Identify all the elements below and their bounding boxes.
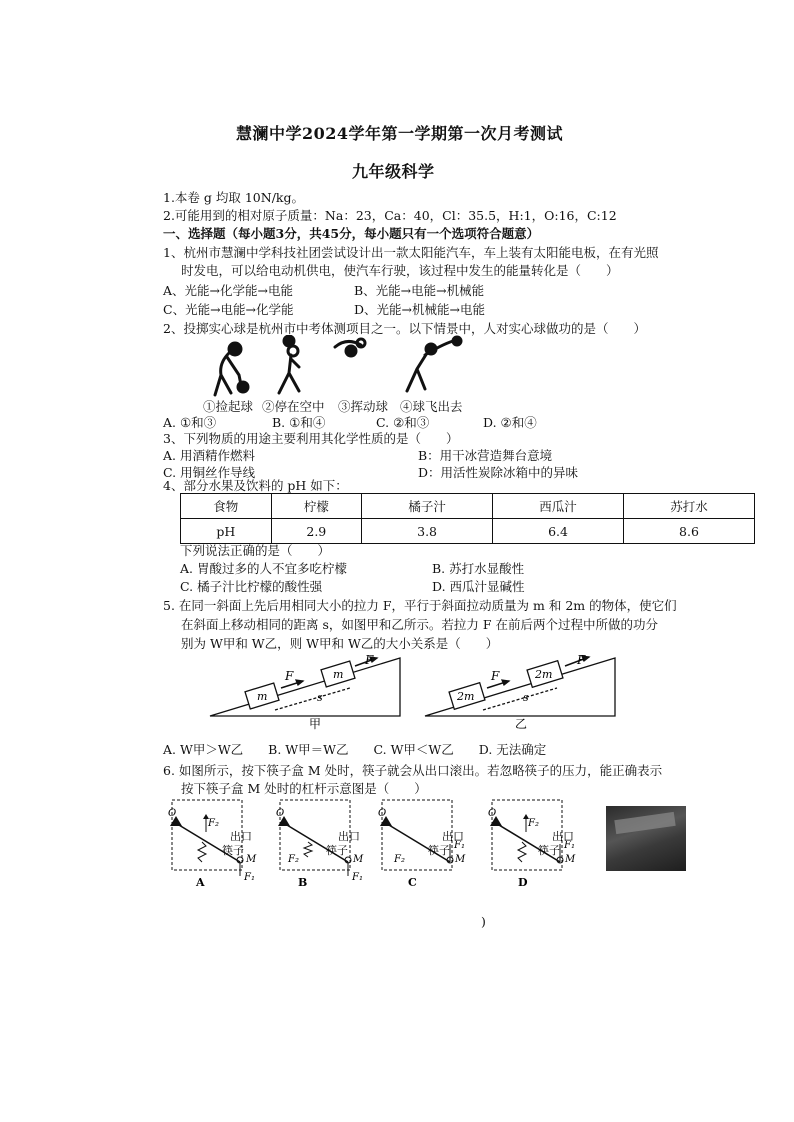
incline-left-force2: F	[365, 653, 374, 667]
lever-d-f2: F₂	[528, 818, 539, 829]
q1-option-d: D、光能→机械能→电能	[354, 302, 485, 317]
q5-incline-diagrams	[205, 652, 625, 732]
lever-c-f2: F₂	[394, 854, 405, 865]
incline-right-dist: s	[523, 691, 529, 704]
table-row	[181, 519, 755, 544]
lever-b-m: M	[353, 854, 364, 865]
q1-stem-line2: 时发电，可以给电动机供电，使汽车行驶，该过程中发生的能量转化是（ ）	[181, 263, 619, 278]
section-heading: 一、选择题（每小题3分，共45分，每小题只有一个选项符合题意）	[163, 226, 540, 241]
lever-c-label: C	[408, 876, 417, 889]
incline-left-caption: 甲	[309, 717, 322, 731]
q1-stem-line1: 1、杭州市慧澜中学科技社团尝试设计出一款太阳能汽车，车上装有太阳能电板，在有光照	[163, 245, 659, 260]
lever-d-f1: F₁	[564, 840, 575, 851]
incline-right-force2: F	[577, 653, 586, 667]
q1-option-a: A、光能→化学能→电能	[163, 283, 293, 298]
figure-swing	[335, 339, 365, 356]
table-cell: 8.6	[624, 519, 755, 544]
table-cell: 3.8	[362, 519, 493, 544]
q2-option-c: C. ②和③	[376, 415, 430, 430]
lever-b-chop: 筷子	[326, 844, 348, 857]
lever-a-label: A	[196, 876, 205, 889]
q1-option-c: C、光能→电能→化学能	[163, 302, 294, 317]
table-cell: 6.4	[493, 519, 624, 544]
q1-option-b: B、光能→电能→机械能	[354, 283, 485, 298]
incline-left-dist: s	[317, 691, 323, 704]
lever-d-chop: 筷子	[538, 844, 560, 857]
q4-option-d: D. 西瓜汁显碱性	[432, 579, 525, 594]
q4-prompt: 下列说法正确的是（ ）	[180, 543, 331, 558]
lever-b-exit: 出口	[338, 830, 360, 843]
table-cell: pH	[181, 519, 272, 544]
q3-option-c: C. 用铜丝作导线	[163, 465, 256, 480]
figure-hold	[279, 336, 299, 393]
table-cell: 西瓜汁	[493, 494, 624, 519]
q6-lever-diagrams	[160, 796, 610, 892]
q2-caption-3: ③挥动球	[338, 399, 389, 414]
ph-table	[180, 493, 755, 544]
lever-d-label: D	[518, 876, 528, 889]
q2-option-a: A. ①和③	[163, 415, 217, 430]
q3-option-a: A. 用酒精作燃料	[163, 448, 255, 463]
q2-stem: 2、投掷实心球是杭州市中考体测项目之一。以下情景中，人对实心球做功的是（ ）	[163, 321, 646, 336]
lever-a-m: M	[246, 854, 257, 865]
lever-a-f1: F₁	[244, 872, 255, 883]
q5-stem-line2: 在斜面上移动相同的距离 s，如图甲和乙所示。若拉力 F 在前后两个过程中所做的功分	[181, 617, 659, 632]
incline-left-mass1: m	[257, 690, 268, 703]
q6-stem-line1: 6. 如图所示，按下筷子盒 M 处时，筷子就会从出口滚出。若忽略筷子的压力，能正确表示	[163, 763, 663, 778]
lever-b-f2: F₂	[288, 854, 299, 865]
lever-d-o: O	[488, 808, 497, 819]
lever-a-o: O	[168, 808, 177, 819]
lever-a-f2: F₂	[208, 818, 219, 829]
q2-caption-2: ②停在空中	[262, 399, 325, 414]
q2-caption-4: ④球飞出去	[400, 399, 463, 414]
lever-a-exit: 出口	[230, 830, 252, 843]
table-cell: 2.9	[271, 519, 362, 544]
q2-option-b: B. ①和④	[272, 415, 326, 430]
figure-pickup	[215, 343, 248, 395]
q5-stem-line1: 5. 在同一斜面上先后用相同大小的拉力 F，平行于斜面拉动质量为 m 和 2m 的物体，使它们	[163, 598, 677, 613]
footer-mark: )	[481, 914, 486, 929]
lever-b-label: B	[298, 876, 308, 889]
incline-right-caption: 乙	[515, 717, 528, 731]
q3-option-d: D：用活性炭除冰箱中的异味	[418, 465, 579, 480]
q2-throw-figures	[205, 335, 475, 400]
q3-stem: 3、下列物质的用途主要利用其化学性质的是（ ）	[163, 431, 459, 446]
incline-right-force1: F	[491, 669, 500, 683]
incline-right-mass2: 2m	[535, 668, 553, 681]
lever-c-chop: 筷子	[428, 844, 450, 857]
lever-c-o: O	[378, 808, 387, 819]
page-title: 慧澜中学2024学年第一学期第一次月考测试	[236, 124, 564, 143]
q6-stem-line2: 按下筷子盒 M 处时的杠杆示意图是（ ）	[181, 781, 427, 796]
incline-right-mass1: 2m	[457, 690, 475, 703]
note-1: 1.本卷 g 均取 10N/kg。	[163, 190, 304, 205]
table-cell: 橘子汁	[362, 494, 493, 519]
lever-c-exit: 出口	[442, 830, 464, 843]
q2-option-d: D. ②和④	[483, 415, 537, 430]
note-2: 2.可能用到的相对原子质量：Na：23，Ca：40，Cl：35.5，H:1，O:16，C:12	[163, 208, 617, 223]
q4-option-a: A. 胃酸过多的人不宜多吃柠檬	[180, 561, 347, 576]
figure-throw	[407, 337, 461, 391]
q4-option-c: C. 橘子汁比柠檬的酸性强	[180, 579, 323, 594]
lever-a-chop: 筷子	[222, 844, 244, 857]
lever-d-exit: 出口	[552, 830, 574, 843]
lever-d-m: M	[565, 854, 576, 865]
table-cell: 柠檬	[271, 494, 362, 519]
incline-right	[425, 656, 615, 716]
page-subtitle: 九年级科学	[352, 162, 435, 181]
q4-stem: 4、部分水果及饮料的 pH 如下：	[163, 478, 348, 493]
q5-stem-line3: 别为 W甲和 W乙，则 W甲和 W乙的大小关系是（ ）	[181, 636, 499, 651]
q5-options: A. W甲＞W乙 B. W甲＝W乙 C. W甲＜W乙 D. 无法确定	[163, 742, 547, 757]
lever-b-f1: F₁	[352, 872, 363, 883]
lever-b-o: O	[276, 808, 285, 819]
incline-left-mass2: m	[333, 668, 344, 681]
table-row	[181, 494, 755, 519]
lever-c-m: M	[455, 854, 466, 865]
q2-caption-1: ①捡起球	[203, 399, 254, 414]
q4-option-b: B. 苏打水显酸性	[432, 561, 525, 576]
table-cell: 苏打水	[624, 494, 755, 519]
incline-left-force1: F	[285, 669, 294, 683]
q3-option-b: B：用干冰营造舞台意境	[418, 448, 553, 463]
lever-c-f1: F₁	[454, 840, 465, 851]
table-cell: 食物	[181, 494, 272, 519]
